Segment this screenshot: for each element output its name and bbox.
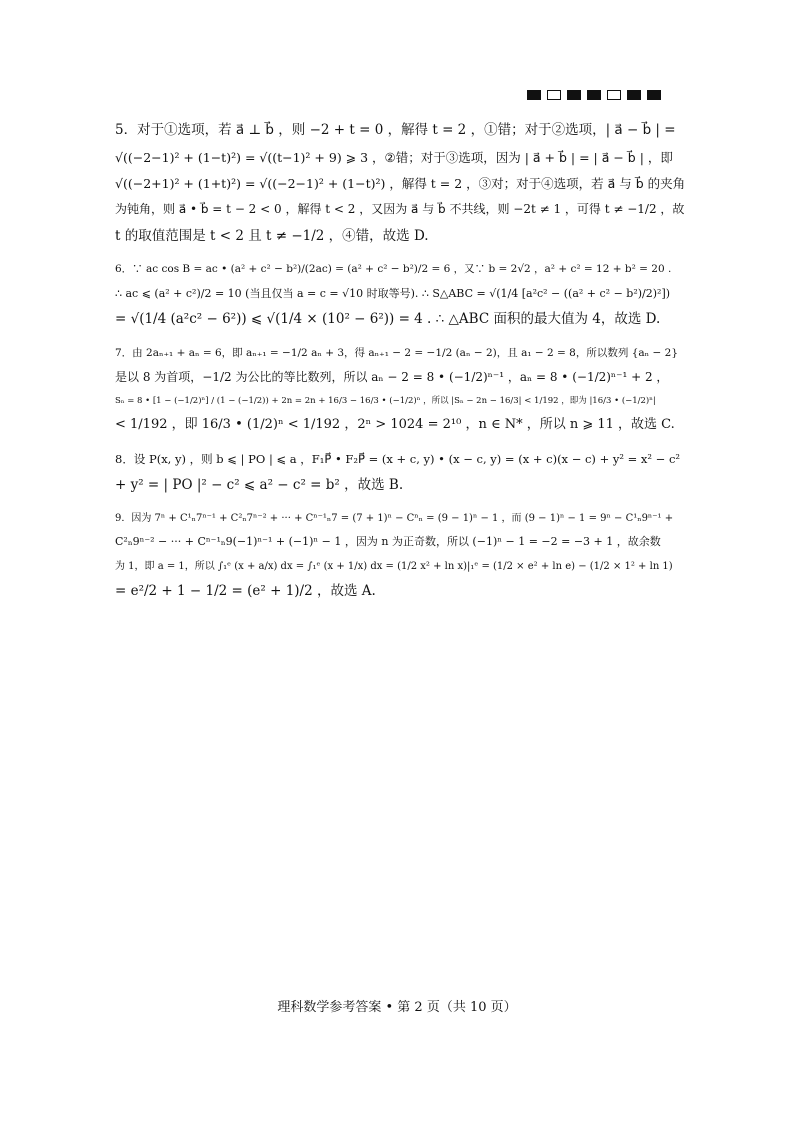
header-mark: [647, 90, 661, 100]
header-mark: [527, 90, 541, 100]
solution-line: + y² = | PO |² − c² ⩽ a² − c² = b² ，故选 B.: [115, 476, 404, 493]
solution-line: = e²/2 + 1 − 1/2 = (e² + 1)/2 ，故选 A.: [115, 582, 376, 599]
solution-line: t 的取值范围是 t < 2 且 t ≠ −1/2 ，④错，故选 D.: [115, 227, 429, 244]
solution-line: 为钝角，则 a⃗ • b⃗ = t − 2 < 0 ，解得 t < 2 ，又因为 a⃗ 与 b⃗ 不共线，则 −2t ≠ 1 ，可得 t ≠ −1/2 ，故: [115, 202, 685, 217]
solution-6: [115, 263, 685, 328]
solution-line: 8．设 P(x, y) ，则 b ⩽ | PO | ⩽ a ，F₁P⃗ • F₂P⃗ = (x + c, y) • (x − c, y) = (x + c)(x − c) + y² = x² − c²: [115, 451, 681, 466]
solutions-body: [115, 112, 685, 618]
solution-line: 是以 8 为首项，−1/2 为公比的等比数列，所以 aₙ − 2 = 8 • (−1/2)ⁿ⁻¹ ，aₙ = 8 • (−1/2)ⁿ⁻¹ + 2 ，: [115, 370, 669, 385]
solution-9: [115, 512, 685, 600]
header-marks: [527, 90, 661, 100]
solution-line: ∴ ac ⩽ (a² + c²)/2 = 10 (当且仅当 a = c = √10 时取等号). ∴ S△ABC = √(1/4 [a²c² − ((a² + c² − b²)/2)²]): [115, 286, 671, 300]
header-mark: [627, 90, 641, 100]
solution-line: C²ₙ9ⁿ⁻² − ··· + Cⁿ⁻¹ₙ9(−1)ⁿ⁻¹ + (−1)ⁿ − 1 ，因为 n 为正奇数，所以 (−1)ⁿ − 1 = −2 = −3 + 1 ，故余数: [115, 535, 661, 549]
header-mark: [607, 90, 621, 100]
solution-line: 7．由 2aₙ₊₁ + aₙ = 6，即 aₙ₊₁ = −1/2 aₙ + 3，得 aₙ₊₁ − 2 = −1/2 (aₙ − 2)，且 a₁ − 2 = 8，所以数列 {aₙ − 2}: [115, 346, 679, 359]
solution-line: 为 1，即 a = 1，所以 ∫₁ᵉ (x + a/x) dx = ∫₁ᵉ (x + 1/x) dx = (1/2 x² + ln x)|₁ᵉ = (1/2 × e² + ln e) − (1/2 × 1² + ln 1): [115, 560, 673, 572]
solution-line: Sₙ = 8 • [1 − (−1/2)ⁿ] / (1 − (−1/2)) + 2n = 2n + 16/3 − 16/3 • (−1/2)ⁿ ，所以 |Sₙ − 2n − 16/3| < 1/192 ，即为 |16/3 • (−1/2)ⁿ|: [115, 395, 656, 406]
solution-7: [115, 347, 685, 434]
solution-8: [115, 452, 685, 494]
header-mark: [547, 90, 561, 100]
solution-line: 9．因为 7ⁿ + C¹ₙ7ⁿ⁻¹ + C²ₙ7ⁿ⁻² + ··· + Cⁿ⁻¹ₙ7 = (7 + 1)ⁿ − Cⁿₙ = (9 − 1)ⁿ − 1 ，而 (9 − 1)ⁿ − 1 = 9ⁿ − C¹ₙ9ⁿ⁻¹ +: [115, 513, 674, 525]
solution-line: √((−2+1)² + (1+t)²) = √((−2−1)² + (1−t)²) ，解得 t = 2 ，③对；对于④选项，若 a⃗ 与 b⃗ 的夹角: [115, 175, 686, 191]
header-mark: [567, 90, 581, 100]
header-mark: [587, 90, 601, 100]
solution-5: [115, 122, 685, 245]
solution-line: 5．对于①选项，若 a⃗ ⊥ b⃗ ，则 −2 + t = 0 ，解得 t = 2 ，①错；对于②选项，| a⃗ − b⃗ | =: [115, 122, 676, 138]
solution-line: = √(1/4 (a²c² − 6²)) ⩽ √(1/4 × (10² − 6²)) = 4 . ∴ △ABC 面积的最大值为 4，故选 D.: [115, 311, 661, 328]
page-footer: 理科数学参考答案 • 第 2 页（共 10 页）: [277, 1000, 517, 1015]
solution-line: 6．∵ ac cos B = ac • (a² + c² − b²)/(2ac) = (a² + c² − b²)/2 = 6 ，又∵ b = 2√2 ，a² + c² = 12 + b² = 20 .: [115, 263, 672, 276]
solution-line: < 1/192 ，即 16/3 • (1/2)ⁿ < 1/192 ，2ⁿ > 1024 = 2¹⁰ ，n ∈ N* ，所以 n ⩾ 11 ，故选 C.: [115, 416, 675, 432]
solution-line: √((−2−1)² + (1−t)²) = √((t−1)² + 9) ⩾ 3 ，②错；对于③选项，因为 | a⃗ + b⃗ | = | a⃗ − b⃗ | ，即: [115, 149, 673, 165]
